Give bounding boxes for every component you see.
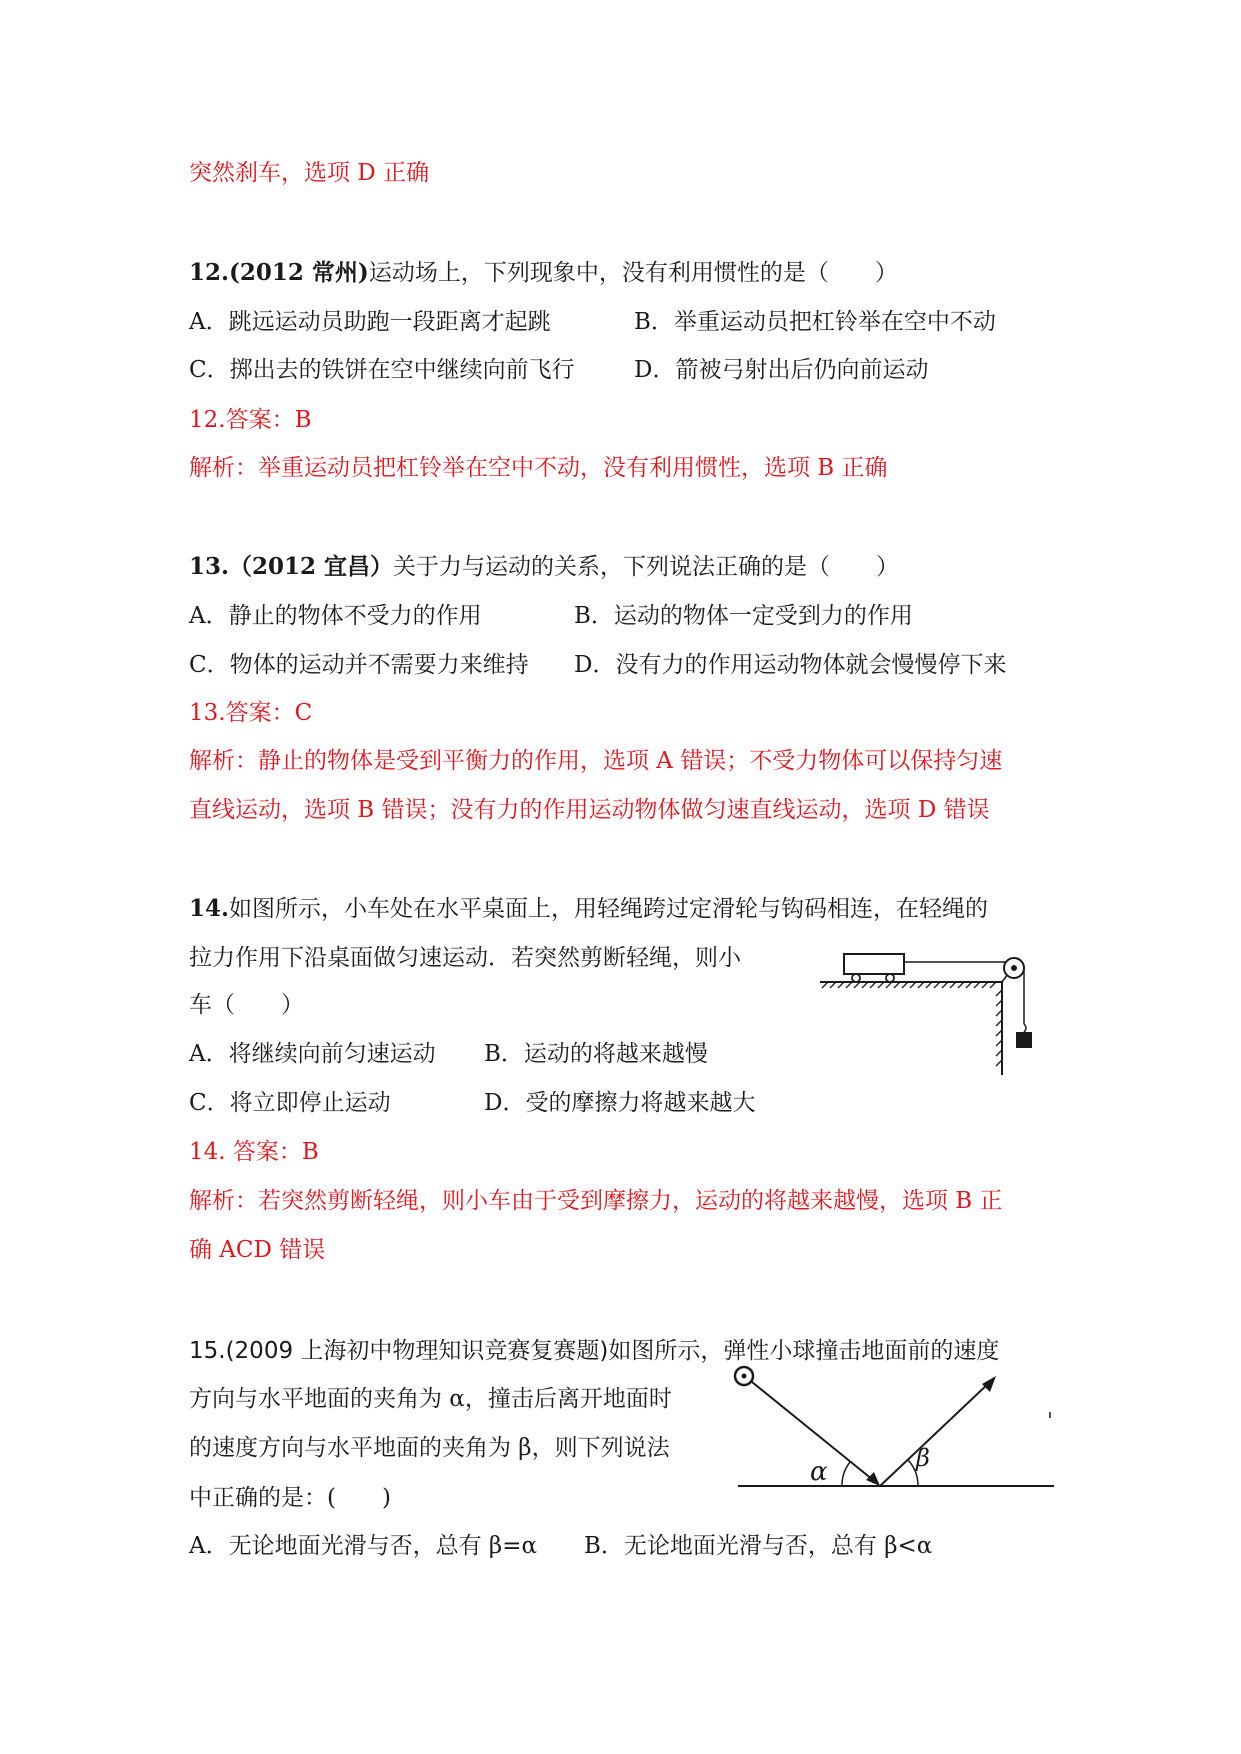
- question-14-analysis-line-2: 确 ACD 错误: [189, 1237, 326, 1263]
- question-12-answer: 12.答案：B: [189, 407, 312, 433]
- question-15-stem-line-3: 的速度方向与水平地面的夹角为 β，则下列说法: [189, 1435, 670, 1461]
- question-13-stem: [189, 552, 899, 582]
- ball-bounce-figure: [728, 1362, 1058, 1497]
- question-14-option-c: C．将立即停止运动: [189, 1090, 391, 1116]
- question-12-option-a: A．跳远运动员助跑一段距离才起跳: [189, 309, 551, 335]
- question-12-number: 12.: [189, 259, 230, 286]
- ball-center: [742, 1374, 747, 1379]
- question-15-option-b: B．无论地面光滑与否，总有 β<α: [584, 1533, 933, 1559]
- hook: [1024, 1024, 1026, 1032]
- question-14-option-b: B．运动的将越来越慢: [484, 1041, 708, 1067]
- cart-wheel: [852, 974, 860, 982]
- question-15-text: (2009 上海初中物理知识竞赛复赛题)如图所示，弹性小球撞击地面前的速度: [225, 1338, 1000, 1364]
- question-13-source: （2012 宜昌）: [229, 553, 394, 580]
- pulley-axle: [1011, 965, 1017, 971]
- question-13-option-a: A．静止的物体不受力的作用: [189, 603, 482, 629]
- question-13-number: 13.: [189, 553, 230, 580]
- question-14-stem-line-3: 车（ ）: [189, 992, 304, 1018]
- question-12-stem: [189, 258, 898, 288]
- question-12-option-d: D．箭被弓射出后仍向前运动: [634, 357, 929, 383]
- question-15-stem-line-2: 方向与水平地面的夹角为 α，撞击后离开地面时: [189, 1386, 672, 1412]
- outgoing-arrowhead: [982, 1376, 996, 1392]
- alpha-arc: [842, 1462, 850, 1486]
- question-12-analysis: 解析：举重运动员把杠铃举在空中不动，没有利用惯性，选项 B 正确: [189, 455, 888, 481]
- question-15-number: 15.: [189, 1338, 226, 1364]
- question-14-option-a: A．将继续向前匀速运动: [189, 1041, 436, 1067]
- question-12-option-c: C．掷出去的铁饼在空中继续向前飞行: [189, 357, 575, 383]
- question-13-analysis-line-2: 直线运动，选项 B 错误；没有力的作用运动物体做匀速直线运动，选项 D 错误: [189, 797, 990, 823]
- previous-analysis-continuation: 突然刹车，选项 D 正确: [189, 160, 430, 186]
- question-13-option-c: C．物体的运动并不需要力来维持: [189, 652, 529, 678]
- incoming-arrowhead: [866, 1472, 880, 1486]
- question-15-stem-line-4: 中正确的是：( ): [189, 1485, 391, 1511]
- cart-pulley-figure: [818, 940, 1068, 1080]
- alpha-label: α: [810, 1457, 828, 1487]
- question-14-analysis-line-1: 解析：若突然剪断轻绳，则小车由于受到摩擦力，运动的将越来越慢，选项 B 正: [189, 1188, 1003, 1214]
- question-14-stem-line-2: 拉力作用下沿桌面做匀速运动．若突然剪断轻绳，则小: [189, 945, 741, 971]
- outgoing-path: [880, 1382, 990, 1486]
- question-12-text: 运动场上，下列现象中，没有利用惯性的是（ ）: [368, 260, 898, 286]
- question-13-option-b: B．运动的物体一定受到力的作用: [574, 603, 913, 629]
- question-14-option-d: D．受的摩擦力将越来越大: [484, 1090, 756, 1116]
- cart-body: [844, 954, 904, 974]
- beta-label: β: [916, 1444, 930, 1472]
- question-12-source: (2012 常州): [229, 259, 369, 286]
- question-13-option-d: D．没有力的作用运动物体就会慢慢停下来: [574, 652, 1007, 678]
- question-13-text: 关于力与运动的关系，下列说法正确的是（ ）: [393, 554, 900, 580]
- question-14-text: 如图所示，小车处在水平桌面上，用轻绳跨过定滑轮与钩码相连，在轻绳的: [229, 896, 989, 922]
- cart-wheel: [886, 974, 894, 982]
- hanging-weight: [1016, 1032, 1032, 1048]
- question-14-answer: 14. 答案：B: [189, 1139, 319, 1165]
- question-14-number: 14.: [189, 895, 230, 922]
- question-15-option-a: A．无论地面光滑与否，总有 β=α: [189, 1533, 538, 1559]
- question-13-analysis-line-1: 解析：静止的物体是受到平衡力的作用，选项 A 错误；不受力物体可以保持匀速: [189, 748, 1003, 774]
- question-14-stem-line-1: [189, 894, 988, 924]
- question-12-option-b: B．举重运动员把杠铃举在空中不动: [634, 309, 996, 335]
- question-13-answer: 13.答案：C: [189, 700, 313, 726]
